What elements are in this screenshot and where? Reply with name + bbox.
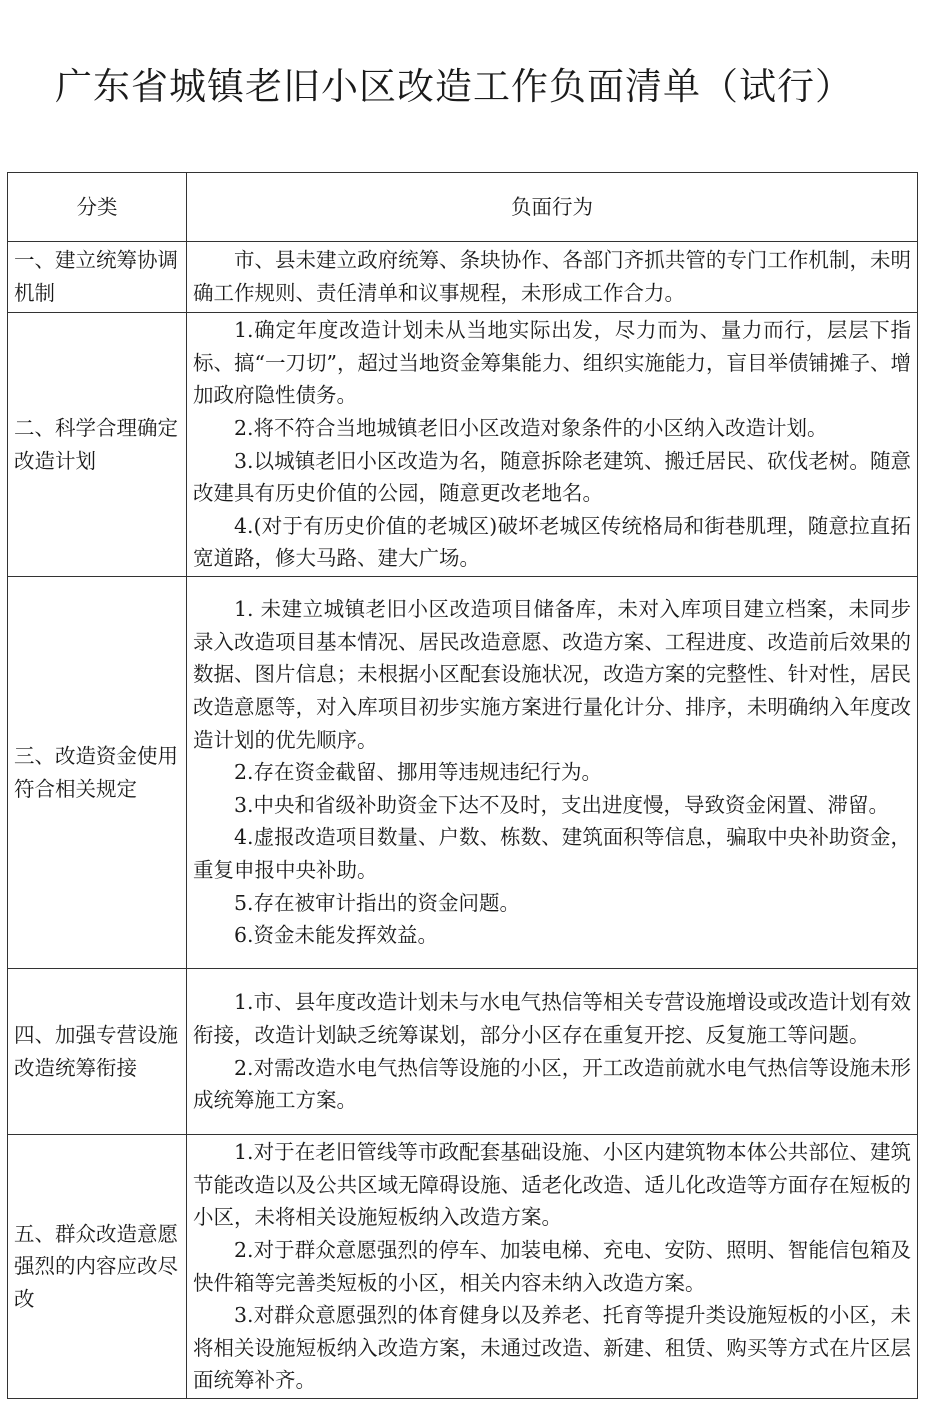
behavior-cell <box>187 313 918 577</box>
behavior-item: 5.存在被审计指出的资金问题。 <box>234 890 521 915</box>
header-category: 分类 <box>8 173 187 242</box>
document-title: 广东省城镇老旧小区改造工作负面清单（试行） <box>55 65 853 108</box>
table-row <box>8 577 918 969</box>
table-row <box>8 313 918 577</box>
behavior-item: 1. 未建立城镇老旧小区改造项目储备库，未对入库项目建立档案，未同步录入改造项目基本情况、居民改造意愿、改造方案、工程进度、改造前后效果的数据、图片信息；未根据小区配套设施状况，改造方案的完整性、针对性，居民改造意愿等，对入库项目初步实施方案进行量化计分、排序，未明确纳入年度改造计划的优先顺序。 <box>193 597 911 752</box>
behavior-item: 2.对需改造水电气热信等设施的小区，开工改造前就水电气热信等设施未形成统筹施工方案。 <box>193 1055 911 1113</box>
category-cell: 五、群众改造意愿强烈的内容应改尽改 <box>8 1135 187 1399</box>
behavior-item: 2.存在资金截留、挪用等违规违纪行为。 <box>234 760 603 785</box>
behavior-item: 3.对群众意愿强烈的体育健身以及养老、托育等提升类设施短板的小区，未将相关设施短板纳入改造方案，未通过改造、新建、租赁、购买等方式在片区层面统筹补齐。 <box>193 1303 911 1393</box>
behavior-item: 3.以城镇老旧小区改造为名，随意拆除老建筑、搬迁居民、砍伐老树。随意改建具有历史价值的公园，随意更改老地名。 <box>193 448 911 506</box>
behavior-item: 1.市、县年度改造计划未与水电气热信等相关专营设施增设或改造计划有效衔接，改造计划缺乏统筹谋划，部分小区存在重复开挖、反复施工等问题。 <box>193 990 911 1047</box>
table-header-row <box>8 173 918 242</box>
behavior-cell <box>187 242 918 313</box>
negative-list-table <box>7 172 918 1399</box>
category-cell: 四、加强专营设施改造统筹衔接 <box>8 969 187 1135</box>
header-behavior: 负面行为 <box>187 173 918 242</box>
behavior-item: 4.虚报改造项目数量、户数、栋数、建筑面积等信息，骗取中央补助资金，重复申报中央补助。 <box>193 825 911 882</box>
behavior-item: 1.对于在老旧管线等市政配套基础设施、小区内建筑物本体公共部位、建筑节能改造以及公共区域无障碍设施、适老化改造、适儿化改造等方面存在短板的小区，未将相关设施短板纳入改造方案。 <box>193 1140 911 1230</box>
category-cell: 三、改造资金使用符合相关规定 <box>8 577 187 969</box>
behavior-item: 2.将不符合当地城镇老旧小区改造对象条件的小区纳入改造计划。 <box>234 415 828 440</box>
behavior-cell <box>187 577 918 969</box>
behavior-item: 市、县未建立政府统筹、条块协作、各部门齐抓共管的专门工作机制，未明确工作规则、责任清单和议事规程，未形成工作合力。 <box>193 248 911 305</box>
category-cell: 一、建立统筹协调机制 <box>8 242 187 313</box>
table-row <box>8 1135 918 1399</box>
behavior-item: 3.中央和省级补助资金下达不及时，支出进度慢，导致资金闲置、滞留。 <box>234 792 890 817</box>
behavior-cell <box>187 969 918 1135</box>
behavior-cell <box>187 1135 918 1399</box>
behavior-item: 2.对于群众意愿强烈的停车、加装电梯、充电、安防、照明、智能信包箱及快件箱等完善类短板的小区，相关内容未纳入改造方案。 <box>193 1237 911 1295</box>
behavior-item: 4.(对于有历史价值的老城区)破坏老城区传统格局和街巷肌理，随意拉直拓宽道路，修大马路、建大广场。 <box>193 513 911 571</box>
behavior-item: 6.资金未能发挥效益。 <box>234 923 439 948</box>
table-row <box>8 969 918 1135</box>
table-row <box>8 242 918 313</box>
category-cell: 二、科学合理确定改造计划 <box>8 313 187 577</box>
behavior-item: 1.确定年度改造计划未从当地实际出发，尽力而为、量力而行，层层下指标、搞“一刀切”，超过当地资金筹集能力、组织实施能力，盲目举债铺摊子、增加政府隐性债务。 <box>193 318 911 408</box>
